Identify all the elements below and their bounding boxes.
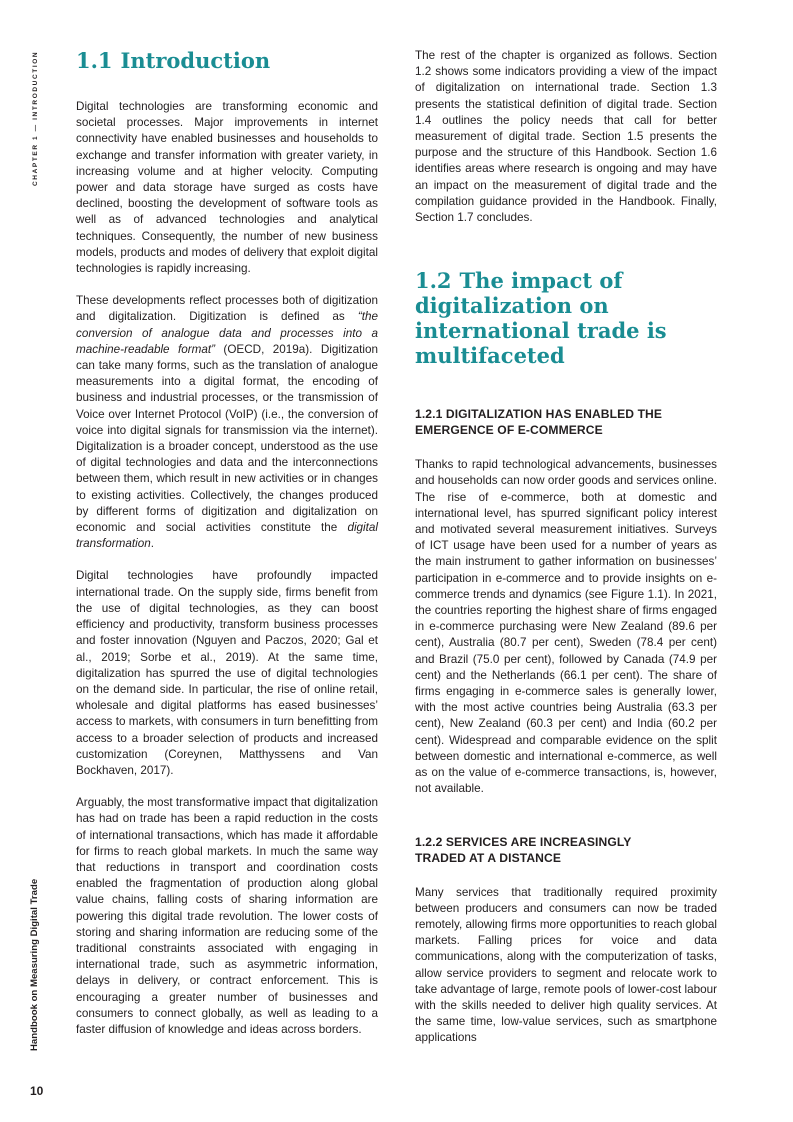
subsection-1-2-2-heading [415,834,717,866]
section-1-2-title-line-2: digitalization on [415,293,609,319]
section-1-1-heading [76,48,378,73]
handbook-title: Handbook on Measuring Digital Trade [29,878,40,1051]
section-1-2-title-line-4: multifaceted [415,343,565,369]
section-1-1-number: 1.1 [76,48,113,73]
intro-paragraph-1: Digital technologies are transforming economic and societal processes. Major improvements in internet connectivity have enabled businesses and households to exchange and transfer information with greater variety, in increasing volume and at higher velocity. Computing power and data storage have surged as costs have declined, boosting the development of software tools as well as of advanced technologies and analytical techniques. Consequently, the number of new business models, products and modes of delivery that exploit digital technologies is rapidly increasing. [76,100,378,276]
section-1-2-heading [415,268,717,368]
intro-paragraph-2 [76,293,378,552]
section-1-2-number: 1.2 [415,268,452,294]
intro-paragraph-3: Digital technologies have profoundly impacted international trade. On the supply side, firms benefit from the use of digital technologies, as they can boost efficiency and productivity, transform business processes and foster innovation (Nguyen and Paczos, 2020; Gal et al., 2019; Sorbe et al., 2019). At the same time, digitalization has spurred the use of digital technologies on the demand side. In particular, the rise of online retail, wholesale and digital platforms has eased businesses’ access to markets, with consumers in turn benefitting from access to a broader selection of products and increased customization (Coreynen, Matthyssens and Van Bockhaven, 2017). [76,569,378,777]
right-column [415,48,717,1047]
section-1-1-title: Introduction [120,48,271,73]
intro-paragraph-2a: These developments reflect processes both of digitization and digitalization. Digitization is defined as [76,294,378,324]
ecommerce-paragraph: Thanks to rapid technological advancements, businesses and households can now order goods and services online. The rise of e-commerce, both at domestic and international level, has spurred significant policy interest and motivated several measurement initiatives. Surveys of ICT usage have been used for a number of years as the main instrument to gather information on businesses’ participation in e-commerce and to provide insights on e-commerce trends and dynamics (see Figure 1.1). In 2021, the countries reporting the highest share of firms engaged in e-commerce purchasing were New Zealand (89.6 per cent), Australia (80.7 per cent), Sweden (78.4 per cent) and Brazil (75.0 per cent), followed by Canada (74.9 per cent) and the Netherlands (66.1 per cent). The share of firms engaging in e-commerce sales is generally lower, with the most active countries being Australia (63.3 per cent), New Zealand (60.3 per cent) and India (60.2 per cent). Widespread and comparable evidence on the split between domestic and international e-commerce, as well as on the value of e-commerce transactions, is, however, not available. [415,458,717,796]
intro-paragraph-2b: (OECD, 2019a). Digitization can take many forms, such as the translation of analogue measurements into a digital format, the encoding of business and industrial processes, or the transmission of Voice over Internet Protocol (VoIP) (i.e., the conversion of voice into digital signals for transmission via the internet). Digitalization is a broader concept, understood as the use of digital technologies and data and the interconnections between them, which result in new activities or in changes to existing activities. Collectively, the changes produced by different forms of digitization and digitalization on economic and social activities constitute the [76,342,378,535]
subsection-1-2-1-line-1: 1.2.1 DIGITALIZATION HAS ENABLED THE [415,407,663,422]
left-column [76,48,378,1038]
subsection-1-2-2-line-1: 1.2.2 SERVICES ARE INCREASINGLY [415,834,632,849]
intro-paragraph-2c: . [150,537,154,551]
subsection-1-2-1-heading [415,406,717,438]
page-number: 10 [30,1084,44,1098]
intro-paragraph-4: Arguably, the most transformative impact that digitalization has had on trade has been a rapid reduction in the costs of international transactions, which has made it affordable for firms to reach global markets. In much the same way that reductions in transport and coordination costs enabled the fragmentation of production along global value chains, falling costs of sharing information are powering this digital trade revolution. The lower costs of storing and sharing information are reducing some of the traditional constraints associated with engaging in international trade, such as asymmetric information, delays in delivery, or contract enforcement. This is encouraging a greater number of businesses and consumers to connect globally, as well as leading to a faster diffusion of knowledge and ideas across borders. [76,796,378,1036]
services-paragraph: Many services that traditionally required proximity between producers and consumers can now be traded remotely, allowing firms more opportunities to reach global markets. Falling prices for voice and data communications, along with the computerization of tasks, allow service providers to segment and relocate work to take advantage of large, remote pools of lower-cost labour with the skills needed to deliver high quality services. At the same time, low-value services, such as smartphone applications [415,885,717,1045]
chapter-outline-paragraph: The rest of the chapter is organized as follows. Section 1.2 shows some indicators providing a view of the impact of digitalization on international trade. Section 1.3 presents the statistical definition of digital trade. Section 1.4 outlines the policy needs that call for better measurement of digital trade. Section 1.5 presents the purpose and the structure of this Handbook. Section 1.6 identifies areas where research is ongoing and may have an impact on the measurement of digital trade and the compilation guidance provided in the Handbook. Finally, Section 1.7 concludes. [415,49,717,225]
chapter-running-head [32,48,42,188]
subsection-1-2-2-line-2: TRADED AT A DISTANCE [415,850,561,865]
handbook-running-title [29,875,43,1055]
oecd-definition-quote: “the conversion of analogue data and processes into a machine-readable format” [76,310,378,356]
section-1-2-title-line-3: international trade is [415,318,667,344]
subsection-1-2-1-line-2: EMERGENCE OF E-COMMERCE [415,423,603,438]
chapter-label: CHAPTER 1 — INTRODUCTION [32,50,39,186]
digital-transformation-term: digital transformation [76,521,378,551]
section-1-2-title-line-1: The impact of [459,268,623,294]
